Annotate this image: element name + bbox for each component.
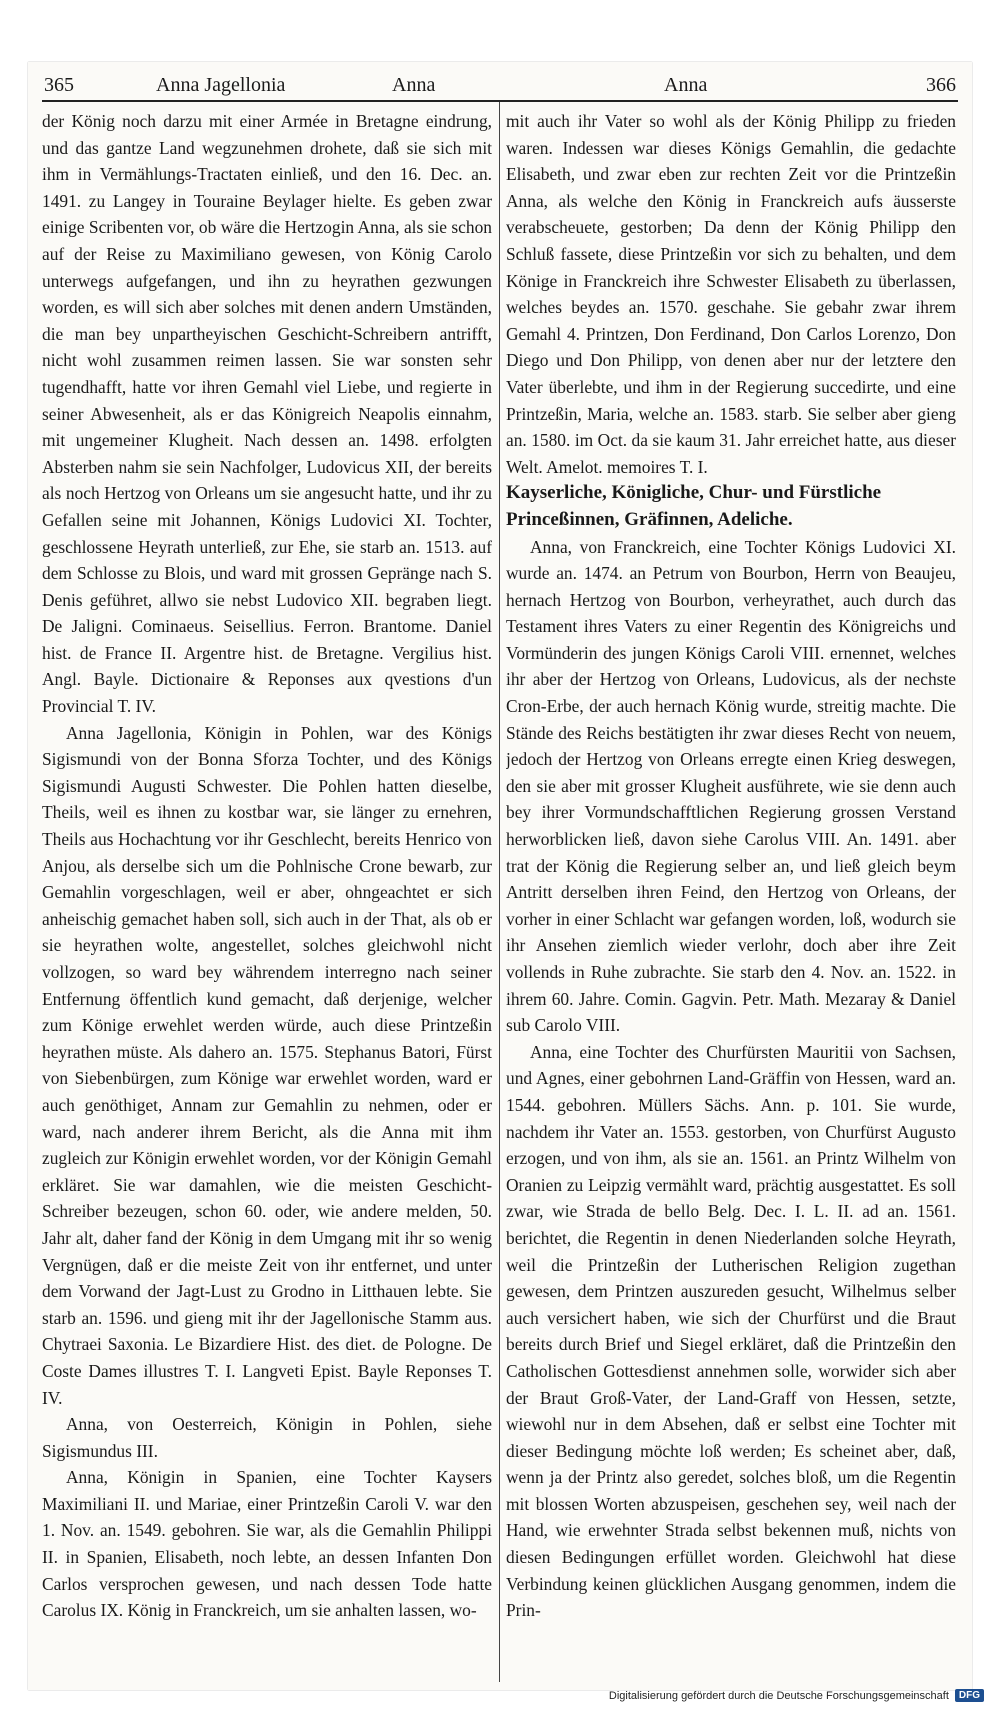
section-heading: Kayserliche, Königliche, Chur- und Fürstliche Princeßinnen, Gräfinnen, Adeliche.: [506, 482, 882, 530]
left-paragraph-2: Anna Jagellonia, Königin in Pohlen, war des Königs Sigismundi von der Bonna Sforza Tochter, und des Königs Sigismundi Augusti Schwester. Die Pohlen hatten dieselbe, Theils, weil es ihnen zu kostbar war, sie länger zu ernehren, Theils aus Hochachtung vor ihr Geschlecht, bereits Henrico von Anjou, als derselbe sich um die Pohlnische Crone bewarb, zur Gemahlin vorgeschlagen, weil er aber, ohngeachtet er sich anheischig gemachet haben soll, sich auch in der That, als ob er sie heyrathen wolte, angestellet, solches gleichwohl nicht vollzogen, so ward bey währendem interregno nach seiner Entfernung öffentlich kund gemacht, daß derjenige, welcher zum Könige erwehlet werden würde, auch diese Printzeßin heyrathen müste. Als dahero an. 1575. Stephanus Batori, Fürst von Siebenbürgen, zum Könige war erwehlet worden, ward er auch genöthiget, Annam zur Gemahlin zu nehmen, oder er ward, nach anderer ihrem Bericht, als die Anna mit ihm zugleich zur Königin erwehlet worden, vor der Königin Gemahl erkläret. Sie war damahlen, wie die meisten Geschicht-Schreiber bezeugen, schon 60. oder, wie andere melden, 50. Jahr alt, daher fand der König in dem Umgang mit ihr so wenig Vergnügen, daß er die meiste Zeit von ihr entfernet, und unter dem Vorwand der Jagt-Lust zu Grodno in Litthauen lebte. Sie starb an. 1596. und gieng mit ihr der Jagellonische Stamm aus. Chytraei Saxonia. Le Bizardiere Hist. des diet. de Pologne. De Coste Dames illustres T. I. Langveti Epist. Bayle Reponses T. IV.: [42, 722, 492, 1408]
left-paragraph-1: der König noch darzu mit einer Armée in Bretagne eindrung, und das gantze Land wegzunehmen drohete, daß sie sich mit ihm in Vermählungs-Tractaten einließ, und den 16. Dec. an. 1491. zu Langey in Touraine Beylager hielte. Es geben zwar einige Scribenten vor, ob wäre die Hertzogin Anna, als sie schon auf der Reise zu Maximiliano gewesen, von König Carolo unterwegs aufgefangen, und ihn zu heyrathen gezwungen worden, es will sich aber solches mit denen andern Umständen, die man bey unpartheyischen Geschicht-Schreibern antrifft, nicht wohl zusammen reimen lassen. Sie war sonsten sehr tugendhafft, hatte vor ihren Gemahl viel Liebe, und regierte in seiner Abwesenheit, als er das Königreich Neapolis einnahm, mit ungemeiner Klugheit. Nach dessen an. 1498. erfolgten Absterben nahm sie sein Nachfolger, Ludovicus XII, der bereits als noch Hertzog von Orleans um sie angesucht hatte, und ihr zu Gefallen seine mit Johannen, Königs Ludovici XI. Tochter, geschlossene Heyrath unterließ, zur Ehe, sie starb an. 1513. auf dem Schlosse zu Blois, und ward mit grossen Gepränge nach S. Denis geführet, allwo sie nebst Ludovico XII. begraben liegt. De Jaligni. Cominaeus. Seisellius. Ferron. Brantome. Daniel hist. de France II. Argentre hist. de Bretagne. Vergilius hist. Angl. Bayle. Dictionaire & Reponses aux qvestions d'un Provincial T. IV.: [42, 111, 492, 717]
left-column: [42, 108, 492, 1678]
column-title-right: Anna: [664, 73, 708, 96]
column-divider: [499, 102, 500, 1682]
scanned-page: [28, 62, 972, 1690]
column-title-left: Anna: [392, 73, 436, 96]
running-title-left: Anna Jagellonia: [156, 73, 286, 96]
right-column: [506, 108, 956, 1678]
page-number-right: 366: [926, 73, 956, 96]
dfg-logo-icon: DFG: [955, 1689, 984, 1702]
page-header: [44, 70, 956, 100]
footer-text: Digitalisierung gefördert durch die Deutsche Forschungsgemeinschaft: [608, 1689, 949, 1702]
right-paragraph-1: mit auch ihr Vater so wohl als der König Philipp zu frieden waren. Indessen war dieses Königs Gemahlin, die gedachte Elisabeth, und zwar eben zur rechten Zeit vor die Printzeßin Anna, als welche den König in Franckreich aufs äusserste verabscheuete, gestorben; Da denn der König Philipp den Schluß fassete, diese Printzeßin vor sich zu behalten, und dem Könige in Franckreich ihre Schwester Elisabeth zu überlassen, welches beydes an. 1570. geschahe. Sie gebahr zwar ihrem Gemahl 4. Printzen, Don Ferdinand, Don Carlos Lorenzo, Don Diego und Don Philipp, von denen aber nur der letztere den Vater überlebte, und ihm in der Regierung succedirte, und eine Printzeßin, Maria, welche an. 1583. starb. Sie selber aber gieng an. 1580. im Oct. da sie kaum 31. Jahr erreichet hatte, aus dieser Welt. Amelot. memoires T. I.: [506, 111, 956, 477]
left-paragraph-4: Anna, Königin in Spanien, eine Tochter Kaysers Maximiliani II. und Mariae, einer Printzeßin Caroli V. war den 1. Nov. an. 1549. gebohren. Sie war, als die Gemahlin Philippi II. in Spanien, Elisabeth, noch lebte, an dessen Infanten Don Carlos versprochen gewesen, und nach dessen Tode hatte Carolus IX. König in Franckreich, um sie anhalten lassen, wo-: [42, 1467, 492, 1621]
left-paragraph-3: Anna, von Oesterreich, Königin in Pohlen, siehe Sigismundus III.: [42, 1414, 492, 1461]
right-paragraph-3: Anna, eine Tochter des Churfürsten Mauritii von Sachsen, und Agnes, einer gebohrnen Land-Gräffin von Hessen, ward an. 1544. gebohren. Müllers Sächs. Ann. p. 101. Sie wurde, nachdem ihr Vater an. 1553. gestorben, von Churfürst Augusto erzogen, und von ihm, als sie an. 1561. an Printz Wilhelm von Oranien zu Leipzig vermählt ward, prächtig ausgestattet. Es soll zwar, wie Strada de bello Belg. Dec. I. L. II. ad an. 1561. berichtet, die Regentin in denen Niederlanden solche Heyrath, weil die Printzeßin der Lutherischen Religion zugethan gewesen, dem Printzen auszureden gesucht, Wilhelmus selber auch versichert haben, wie sich der Churfürst und die Braut bereits durch Brief und Siegel erkläret, daß die Printzeßin den Catholischen Gottesdienst annehmen solle, worwider sich aber der Braut Groß-Vater, der Land-Graff von Hessen, setzte, wiewohl nur in dem Absehen, daß er selbst eine Tochter mit dieser Bedingung möchte loß werden; Es scheinet aber, daß, wenn ja der Printz also geredet, solches bloß, um die Regentin mit blossen Worten abzuspeisen, geschehen sey, weil nach der Hand, wie erwehnter Strada selbst bekennen muß, nichts von diesen Bedingungen erfüllet worden. Gleichwohl hat diese Verbindung keinen glücklichen Ausgang genommen, indem die Prin-: [506, 1041, 956, 1621]
digitization-footer: [609, 1689, 984, 1702]
right-paragraph-2: Anna, von Franckreich, eine Tochter Königs Ludovici XI. wurde an. 1474. an Petrum von Bourbon, Herrn von Beaujeu, hernach Hertzog von Bourbon, verheyrathet, auch durch das Testament ihres Vaters zu einer Regentin des Königreichs und Vormünderin des jungen Königs Caroli VIII. ernennet, welches ihr aber der Hertzog von Orleans, Ludovicus, als der nechste Cron-Erbe, der auch hernach König wurde, streitig machte. Die Stände des Reichs bestätigten ihr zwar dieses Recht von neuem, jedoch der Hertzog von Orleans erregte einen Krieg deswegen, den sie aber mit grosser Klugheit ausführete, wie sie denn auch bey ihrer Vormundschafftlichen Regierung grossen Verstand herworblicken ließ, davon siehe Carolus VIII. An. 1491. aber trat der König die Regierung selber an, und ließ gleich beym Antritt derselben ihren Feind, den Hertzog von Orleans, der vorher in einer Schlacht war gefangen worden, loß, wodurch sie ihr Ansehen ziemlich wieder verlohr, doch aber ihre Zeit vollends in Ruhe zubrachte. Sie starb den 4. Nov. an. 1522. in ihrem 60. Jahre. Comin. Gagvin. Petr. Math. Mezaray & Daniel sub Carolo VIII.: [506, 536, 956, 1036]
page-number-left: 365: [44, 73, 74, 96]
header-rule: [42, 100, 958, 102]
